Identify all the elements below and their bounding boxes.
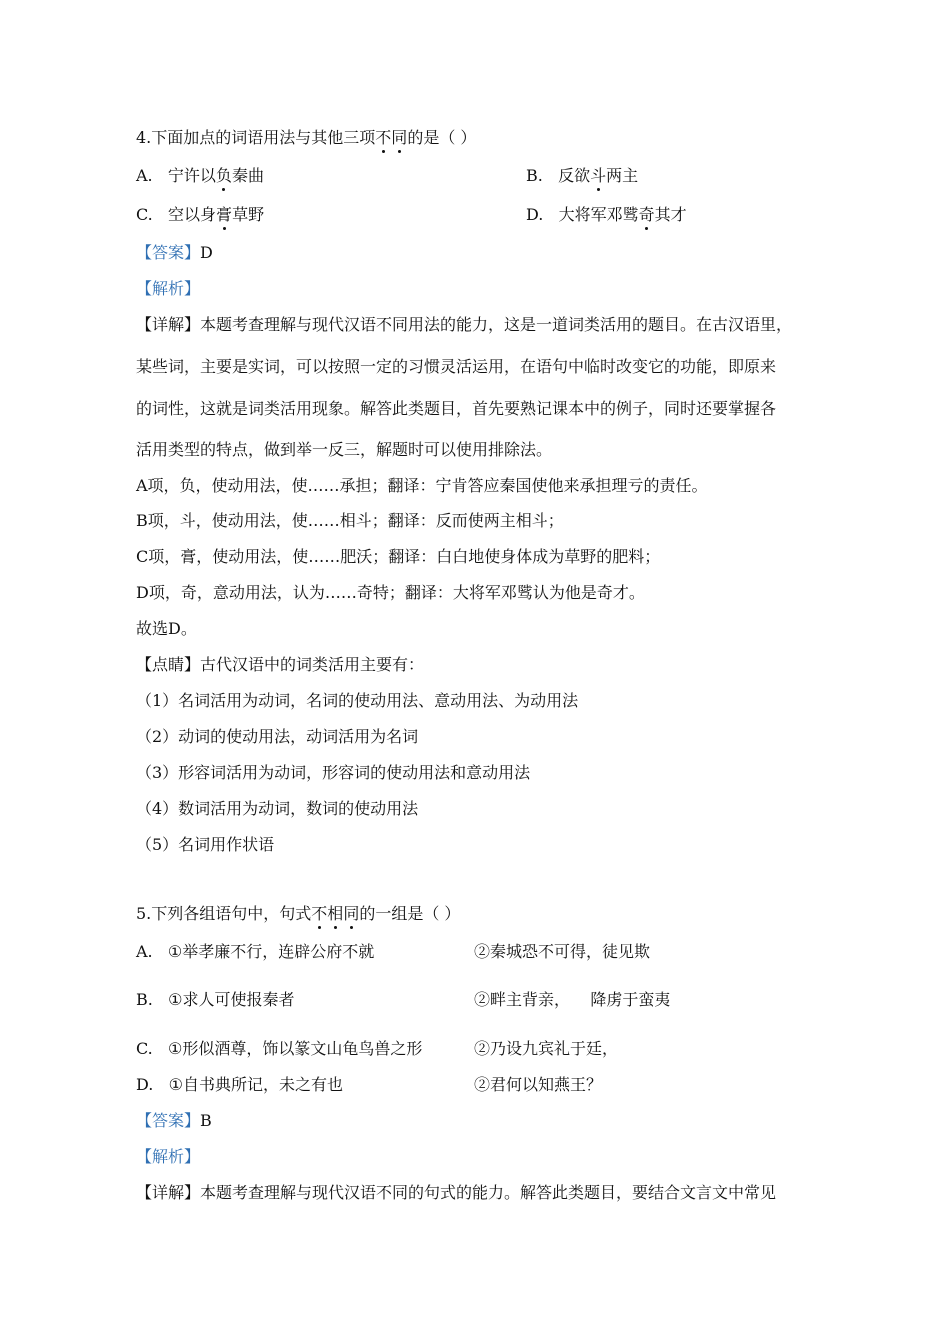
- emphasis-dot-char: 不: [375, 128, 392, 147]
- q4-explanation-a: A项，负，使动用法，使……承担；翻译：宁肯答应秦国使他来承担理亏的责任。: [136, 476, 708, 495]
- q4-option-b[interactable]: B. 反欲斗两主: [526, 166, 639, 185]
- emphasis-dot-char: 奇: [638, 205, 655, 224]
- q5-answer: [136, 1111, 212, 1131]
- q4-tip-item: （3）形容词活用为动词，形容词的使动用法和意动用法: [136, 763, 531, 782]
- q4-detail-line-2: 某些词，主要是实词，可以按照一定的习惯灵活运用，在语句中临时改变它的功能，即原来: [136, 357, 777, 376]
- emphasis-dot-char: 同: [343, 904, 360, 923]
- q4-analysis-tag: 【解析】: [136, 279, 201, 298]
- q4-stem: 4.下面加点的词语用法与其他三项不同的是（ ）: [136, 128, 477, 147]
- q4-detail-line-3: 的词性，这就是词类活用现象。解答此类题目，首先要熟记课本中的例子，同时还要掌握各: [136, 399, 777, 418]
- emphasis-dot-char: 相: [327, 904, 344, 923]
- q5-stem: 5.下列各组语句中，句式不相同的一组是（ ）: [136, 904, 461, 923]
- q4-tip-item: （1）名词活用为动词，名词的使动用法、意动用法、为动用法: [136, 691, 579, 710]
- emphasis-dot-char: 不: [311, 904, 328, 923]
- q4-answer: [136, 243, 213, 263]
- q4-explanation-d: D项，奇，意动用法，认为……奇特；翻译：大将军邓骘认为他是奇才。: [136, 583, 645, 602]
- answer-value: B: [200, 1111, 212, 1130]
- q5-option-c[interactable]: C. ①形似酒尊，饰以篆文山龟鸟兽之形 ②乃设九宾礼于廷，: [136, 1039, 619, 1058]
- q4-explanation-b: B项，斗，使动用法，使……相斗；翻译：反而使两主相斗；: [136, 511, 564, 530]
- tip-tag: 【点睛】: [136, 655, 201, 674]
- q5-analysis-tag: 【解析】: [136, 1147, 201, 1166]
- emphasis-dot-char: 负: [215, 166, 232, 185]
- q4-tip-item: （4）数词活用为动词，数词的使动用法: [136, 799, 419, 818]
- emphasis-dot-char: 斗: [590, 166, 607, 185]
- q4-option-d[interactable]: D. 大将军邓骘奇其才: [526, 205, 687, 224]
- q5-option-b[interactable]: B. ①求人可使报秦者 ②畔主背亲， 降虏于蛮夷: [136, 990, 671, 1009]
- emphasis-dot-char: 膏: [216, 205, 233, 224]
- q4-tip-item: （2）动词的使动用法，动词活用为名词: [136, 727, 419, 746]
- answer-value: D: [200, 243, 213, 262]
- emphasis-dot-char: 同: [391, 128, 408, 147]
- detail-tag: 【详解】: [136, 315, 201, 334]
- q4-option-c[interactable]: C. 空以身膏草野: [136, 205, 265, 224]
- q4-explanation-c: C项，膏，使动用法，使……肥沃；翻译：白白地使身体成为草野的肥料；: [136, 547, 661, 566]
- q4-option-a[interactable]: A. 宁许以负秦曲: [136, 166, 264, 185]
- q4-tip-item: （5）名词用作状语: [136, 835, 275, 854]
- answer-tag: 【答案】: [136, 1111, 201, 1130]
- q4-conclusion: 故选D。: [136, 619, 197, 638]
- q5-option-d[interactable]: D. ①自书典所记，未之有也 ②君何以知燕王？: [136, 1075, 603, 1094]
- q4-detail-line-4: 活用类型的特点，做到举一反三，解题时可以使用排除法。: [136, 440, 553, 459]
- q5-option-a[interactable]: A. ①举孝廉不行，连辟公府不就 ②秦城恐不可得，徒见欺: [136, 942, 651, 961]
- q5-detail: 【详解】本题考查理解与现代汉语不同的句式的能力。解答此类题目，要结合文言文中常见: [136, 1183, 777, 1202]
- detail-tag: 【详解】: [136, 1183, 201, 1202]
- answer-tag: 【答案】: [136, 243, 201, 262]
- q4-tip: 【点睛】古代汉语中的词类活用主要有：: [136, 655, 425, 674]
- q4-detail-line-1: 【详解】本题考查理解与现代汉语不同用法的能力，这是一道词类活用的题目。在古汉语里，: [136, 315, 793, 334]
